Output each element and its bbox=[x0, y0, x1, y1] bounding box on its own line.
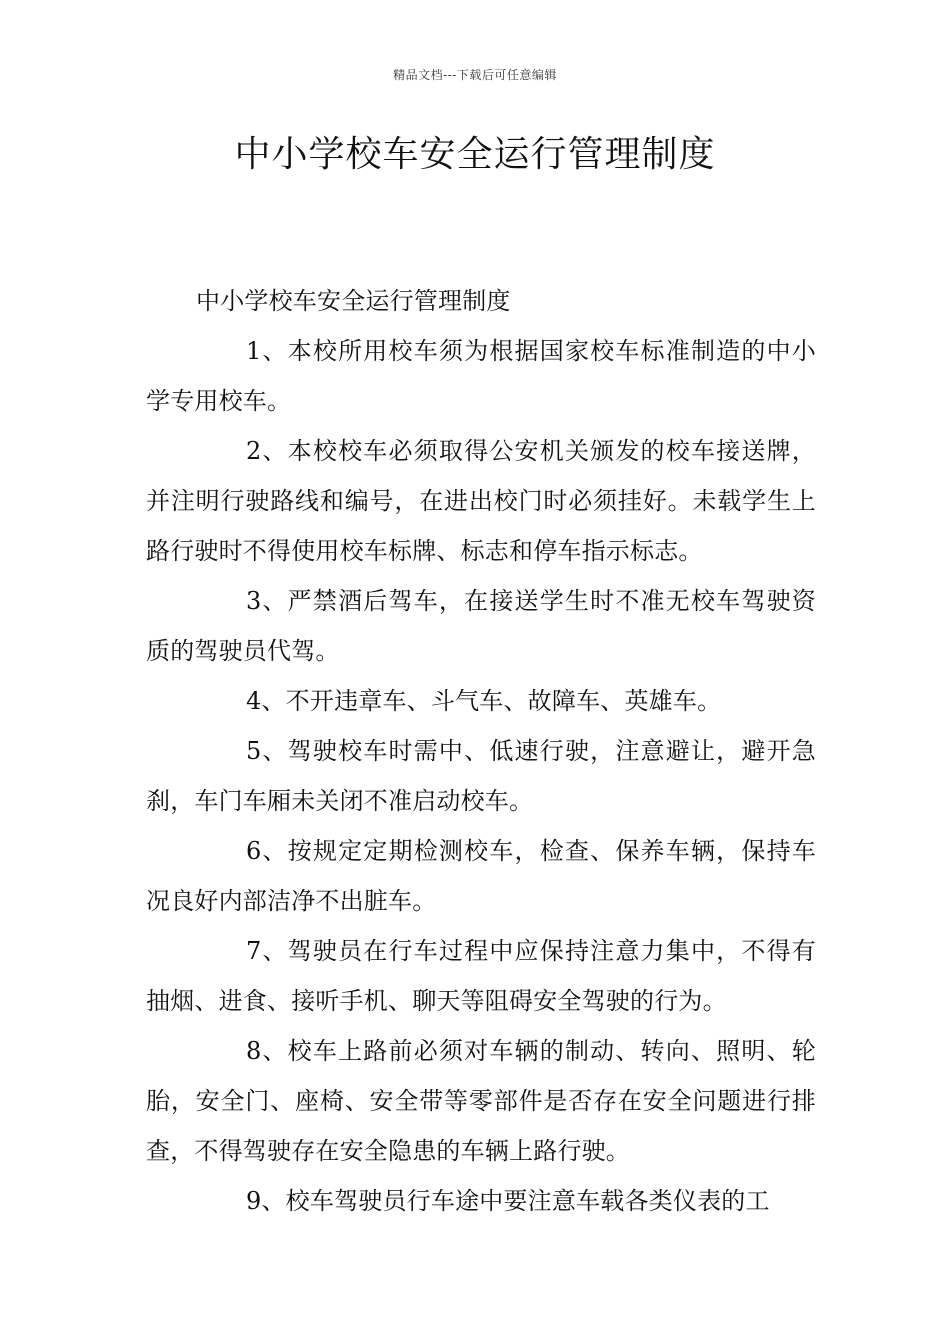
clause-3: 3、严禁酒后驾车，在接送学生时不准无校车驾驶资质的驾驶员代驾。 bbox=[146, 587, 816, 665]
document-body bbox=[146, 276, 816, 1226]
clause-1: 1、本校所用校车须为根据国家校车标准制造的中小学专用校车。 bbox=[146, 337, 816, 415]
clause-9: 9、校车驾驶员行车途中要注意车载各类仪表的工 bbox=[246, 1187, 770, 1215]
document-subtitle: 中小学校车安全运行管理制度 bbox=[196, 287, 511, 315]
clause-6: 6、按规定定期检测校车，检查、保养车辆，保持车况良好内部洁净不出脏车。 bbox=[146, 837, 816, 915]
clause-5: 5、驾驶校车时需中、低速行驶，注意避让，避开急刹，车门车厢未关闭不准启动校车。 bbox=[146, 737, 816, 815]
clause-2: 2、本校校车必须取得公安机关颁发的校车接送牌，并注明行驶路线和编号，在进出校门时必须挂好。未载学生上路行驶时不得使用校车标牌、标志和停车指示标志。 bbox=[146, 437, 816, 565]
clause-4: 4、不开违章车、斗气车、故障车、英雄车。 bbox=[246, 687, 722, 715]
page-header-note: 精品文档---下载后可任意编辑 bbox=[393, 68, 557, 82]
clause-7: 7、驾驶员在行车过程中应保持注意力集中，不得有抽烟、进食、接听手机、聊天等阻碍安全驾驶的行为。 bbox=[146, 937, 816, 1015]
clause-8: 8、校车上路前必须对车辆的制动、转向、照明、轮胎，安全门、座椅、安全带等零部件是否存在安全问题进行排查，不得驾驶存在安全隐患的车辆上路行驶。 bbox=[146, 1037, 816, 1165]
document-title: 中小学校车安全运行管理制度 bbox=[234, 134, 716, 175]
